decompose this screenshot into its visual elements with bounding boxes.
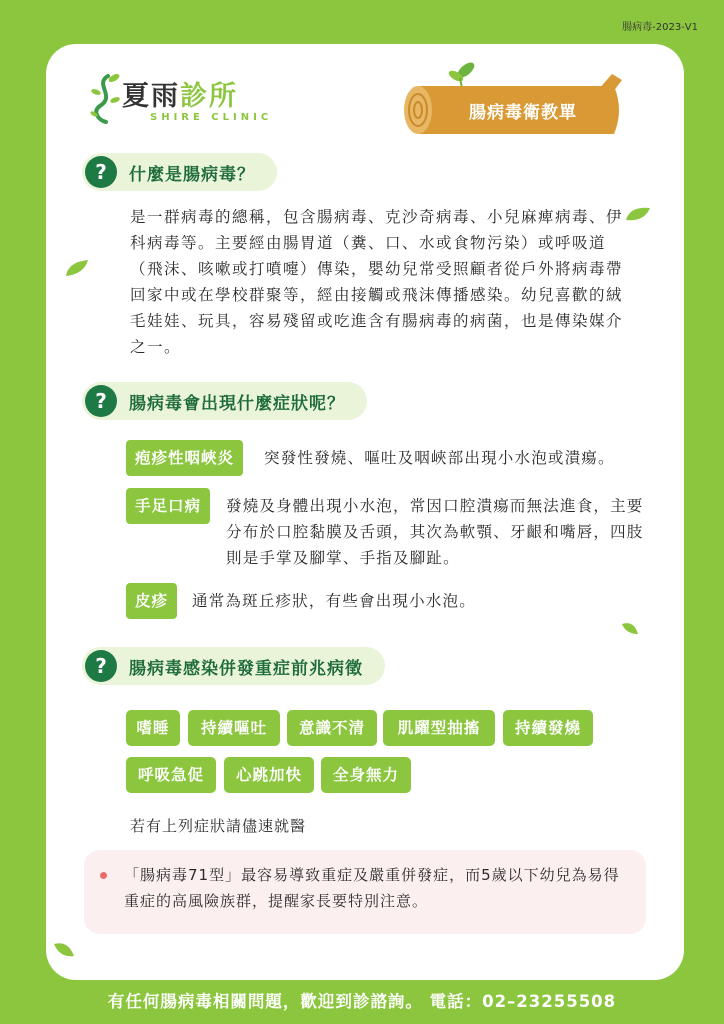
bullet-dot-icon [100, 872, 107, 879]
clinic-name-part1: 夏雨 [122, 81, 180, 112]
wood-log-icon [390, 48, 630, 138]
sprout-logo-icon [88, 70, 122, 126]
leaf-icon [64, 258, 90, 278]
title-banner [390, 48, 630, 138]
warning-sign-chip: 肌躍型抽搐 [383, 710, 495, 746]
leaf-icon [52, 940, 76, 960]
section-title: 什麼是腸病毒？ [129, 164, 255, 185]
section-what-is-body: 是一群病毒的總稱，包含腸病毒、克沙奇病毒、小兒麻痺病毒、伊科病毒等。主要經由腸胃道（糞、口、水或食物污染）或呼吸道（飛沫、咳嗽或打噴嚏）傳染，嬰幼兒常受照顧者從戶外將病毒帶回家中或在學校群聚等，經由接觸或飛沫傳播感染。幼兒喜歡的絨毛娃娃、玩具，容易殘留或吃進含有腸病毒的病菌，也是傳染媒介之一。 [130, 208, 624, 356]
leaf-icon [624, 204, 652, 224]
handout-card [46, 44, 684, 980]
seek-care-advice: 若有上列症狀請儘速就醫 [130, 817, 307, 835]
question-icon: ? [85, 156, 117, 188]
section-title: 腸病毒會出現什麼症狀呢？ [129, 393, 345, 414]
handout-title: 腸病毒衛教單 [469, 103, 577, 123]
section-title: 腸病毒感染併發重症前兆病徵 [129, 658, 363, 679]
symptom-desc-hfmd: 發燒及身體出現小水泡，常因口腔潰瘍而無法進食，主要分布於口腔黏膜及舌頭，其次為軟顎、牙齦和嘴唇，四肢則是手掌及腳掌、手指及腳趾。 [226, 497, 644, 567]
ev71-warning-note [84, 850, 646, 934]
clinic-name-part2: 診所 [180, 81, 238, 112]
section-warning-signs-header [82, 647, 385, 685]
section-what-is-header [82, 153, 277, 191]
symptom-tag-herpangina: 疱疹性咽峽炎 [126, 440, 243, 476]
warning-sign-chip: 全身無力 [321, 757, 411, 793]
clinic-subtitle: SHIRE CLINIC [150, 112, 273, 123]
symptom-desc-rash: 通常為斑丘疹狀，有些會出現小水泡。 [192, 592, 476, 610]
warning-sign-chip: 嗜睡 [126, 710, 180, 746]
clinic-name [122, 74, 238, 113]
symptom-tag-hfmd: 手足口病 [126, 488, 210, 524]
symptom-desc-herpangina: 突發性發燒、嘔吐及咽峽部出現小水泡或潰瘍。 [264, 449, 615, 467]
warning-sign-chip: 心跳加快 [224, 757, 314, 793]
symptom-tag-rash: 皮疹 [126, 583, 177, 619]
question-icon: ? [85, 385, 117, 417]
footer-contact: 有任何腸病毒相關問題，歡迎到診諮詢。 電話：02–23255508 [107, 992, 617, 1011]
leaf-icon [620, 620, 640, 636]
warning-sign-chip: 意識不清 [287, 710, 377, 746]
ev71-warning-text: 「腸病毒71型」最容易導致重症及嚴重併發症，而5歲以下幼兒為易得重症的高風險族群，提醒家長要特別注意。 [124, 866, 620, 910]
warning-sign-chip: 持續嘔吐 [188, 710, 280, 746]
section-symptoms-header [82, 382, 367, 420]
warning-sign-chip: 呼吸急促 [126, 757, 216, 793]
clinic-logo [88, 70, 288, 130]
question-icon: ? [85, 650, 117, 682]
document-version: 腸病毒-2023-V1 [622, 22, 698, 33]
warning-sign-chip: 持續發燒 [503, 710, 593, 746]
